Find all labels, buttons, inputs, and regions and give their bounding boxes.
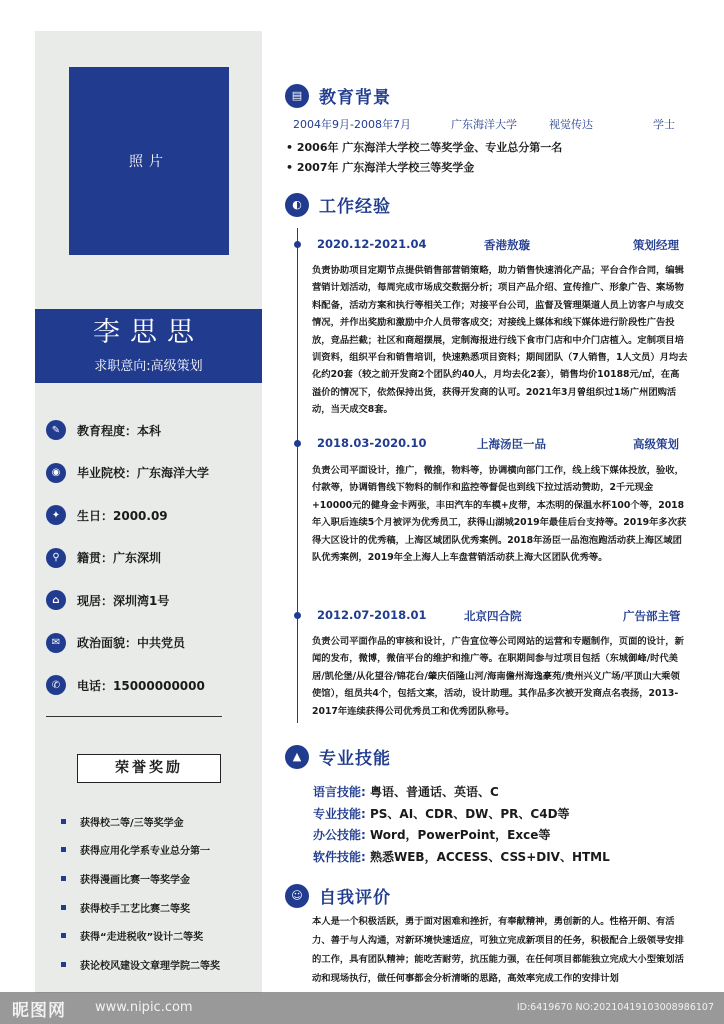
info-phone xyxy=(46,664,256,707)
info-school xyxy=(46,452,256,495)
mail-icon: ✉ xyxy=(46,633,66,653)
name-band xyxy=(35,309,262,383)
honor-title: 荣誉奖励 xyxy=(77,754,221,783)
skill-label: 办公技能: xyxy=(313,828,366,842)
skill-item xyxy=(313,782,610,804)
info-text: 毕业院校：广东海洋大学 xyxy=(77,466,210,481)
person-icon: ☺ xyxy=(285,884,309,908)
photo-placeholder xyxy=(69,67,229,255)
education-bullet: • 2007年 广东海洋大学校三等奖学金 xyxy=(286,161,475,174)
job-role: 高级策划 xyxy=(633,437,679,451)
info-birthday xyxy=(46,494,256,537)
education-section-head xyxy=(285,83,391,108)
square-bullet-icon xyxy=(61,819,66,824)
skill-label: 语言技能: xyxy=(313,785,366,799)
honor-text: 获得“走进税收”设计二等奖 xyxy=(80,932,204,944)
skill-item xyxy=(313,825,610,847)
job-period: 2018.03-2020.10 xyxy=(317,436,427,450)
honor-text: 获得应用化学系专业总分第一 xyxy=(80,846,210,858)
job-intent: 求职意向:高级策划 xyxy=(94,359,203,374)
education-school: 广东海洋大学 xyxy=(451,118,517,131)
timeline-dot-icon xyxy=(294,241,301,248)
watermark-bar xyxy=(0,992,724,1024)
briefcase-icon: ◐ xyxy=(285,193,309,217)
info-text: 生日：2000.09 xyxy=(77,508,168,523)
work-section-head xyxy=(285,192,391,217)
info-text: 政治面貌：中共党员 xyxy=(77,636,186,651)
square-bullet-icon xyxy=(61,962,66,967)
photo-label: 照片 xyxy=(129,154,169,170)
info-hometown xyxy=(46,537,256,580)
job-company: 香港敖璇 xyxy=(484,238,530,252)
sidebar xyxy=(35,31,262,993)
honor-text: 获得漫画比赛一等奖学金 xyxy=(80,874,190,886)
work-timeline xyxy=(297,228,298,723)
graduation-icon: ✎ xyxy=(46,420,66,440)
info-text: 现居：深圳湾1号 xyxy=(77,593,170,608)
honor-list xyxy=(61,807,261,979)
skill-value: Word，PowerPoint，Exce等 xyxy=(365,828,551,842)
skill-list xyxy=(313,782,610,868)
education-period: 2004年9月-2008年7月 xyxy=(293,118,411,131)
education-bullets xyxy=(286,138,562,178)
location-icon: ⚲ xyxy=(46,548,66,568)
watermark-url: www.nipic.com xyxy=(95,1000,193,1015)
home-icon: ⌂ xyxy=(46,590,66,610)
personal-info-list xyxy=(46,409,256,707)
skill-value: 熟悉WEB，ACCESS、CSS+DIV、HTML xyxy=(365,849,610,864)
square-bullet-icon xyxy=(61,933,66,938)
job-period: 2020.12-2021.04 xyxy=(317,237,427,251)
triangle-icon: ▲ xyxy=(285,745,309,769)
education-major: 视觉传达 xyxy=(549,118,593,131)
honor-text: 获得校手工艺比赛二等奖 xyxy=(80,903,190,915)
square-bullet-icon xyxy=(61,847,66,852)
square-bullet-icon xyxy=(61,876,66,881)
job-period: 2012.07-2018.01 xyxy=(317,608,427,622)
job-description: 负责协助项目定期节点提供销售部营销策略，助力销售快速消化产品；平台合作合同，编辑营销计划活动，每周完成市场成交数据分析；项目产品介绍、宣传推广、形象广告、案场物料配备，活动方案和执行等相关工作；对接平台公司，监督及管理渠道人员上访客户与成交情况，并作出奖励和激励中介人员带客成交；对接线上媒体和线下媒体进行阶段性广告投放，竞品拦截；社区和商超摆展，定制海报进行线下食市门店和中介门店植入。定制项目培训资料，组织平台和销售培训，快速熟悉项目资料；期间团队（7人销售，1人文员）月均去化约20套（较之前开发商2个团队约40人，月均去化2套），销售均价10188元/㎡，在高溢价的情况下，依然保持出货，获得开发商的认可。2021年3月曾组织过1场广州团购活动，当天成交8套。 xyxy=(312,265,688,416)
job-role: 策划经理 xyxy=(633,238,679,252)
skills-title: 专业技能 xyxy=(319,749,391,769)
honor-text: 获得校二等/三等奖学金 xyxy=(80,817,184,829)
square-bullet-icon xyxy=(61,905,66,910)
info-text: 教育程度：本科 xyxy=(77,423,162,438)
honor-text: 获论校风建设文章理学院二等奖 xyxy=(80,960,220,972)
honor-item xyxy=(61,864,261,893)
honor-item xyxy=(61,893,261,922)
honor-item xyxy=(61,807,261,836)
globe-icon: ◉ xyxy=(46,463,66,483)
skill-item xyxy=(313,804,610,826)
honor-item xyxy=(61,950,261,979)
candidate-name: 李思思 xyxy=(93,317,204,348)
phone-icon: ✆ xyxy=(46,675,66,695)
info-residence xyxy=(46,579,256,622)
watermark-logo: 昵图网 xyxy=(12,1001,66,1021)
self-eval-description: 本人是一个积极活跃，勇于面对困难和挫折，有奉献精神，勇创新的人。性格开朗、有活力、善于与人沟通，对新环境快速适应，可独立完成新项目的任务，积极配合上级领导安排的工作，具有团队精神；能吃苦耐劳，抗压能力强，在任何项目都能独立完成大小型策划活动和现场执行，做任何事都会分析清晰的思路，高效率完成工作的安排计划 xyxy=(312,916,684,984)
job-description: 负责公司平面作品的审核和设计，广告宣位等公司网站的运营和专题制作，页面的设计，新闻的发布，微博，微信平台的维护和推广等。在职期间参与过项目包括（东城御峰/时代美居/凯伦堡/从化望谷/锦花台/肇庆佰隆山河/海南儋州海逸豪苑/贵州兴义广场/平顶山大乘领使馆），组员共4个，包括文案，活动，设计助理。其作品多次被开发商点名表扬，2013-2017年连续获得公司优秀员工和优秀团队称号。 xyxy=(312,636,684,717)
education-bullet: • 2006年 广东海洋大学校二等奖学金、专业总分第一名 xyxy=(286,141,563,154)
skill-label: 专业技能: xyxy=(313,806,366,821)
education-title: 教育背景 xyxy=(319,88,391,108)
info-political-status xyxy=(46,622,256,665)
job-company: 北京四合院 xyxy=(464,609,522,623)
job-company: 上海汤臣一品 xyxy=(477,437,546,451)
education-degree: 学士 xyxy=(653,118,675,131)
skill-value: 粤语、普通话、英语、C xyxy=(365,785,499,799)
skill-value: PS、AI、CDR、DW、PR、C4D等 xyxy=(365,806,570,821)
birthday-icon: ✦ xyxy=(46,505,66,525)
job-description: 负责公司平面设计，推广，微推，物料等，协调横向部门工作，线上线下媒体投放，验收，付款等，协调销售线下物料的制作和监控等督促也到线下拉过活动赞助，2千元现金+10000元的健身金卡两张，丰田汽车的车模+皮带，本杰明的保温水杯100个等，2018年入职后连续5个月被评为优秀员工，获得山湖城2019年最佳后台支持等。2019年多次获得大区设计的优秀稿，上海区域团队优秀案例。2018年汤臣一品泡泡跑活动获上海区域团队优秀案例，2019年全上海人上车盘营销活动获上海大区团队优秀等。 xyxy=(312,465,687,564)
job-role: 广告部主管 xyxy=(623,609,681,623)
skills-section-head xyxy=(285,744,391,769)
self-eval-title: 自我评价 xyxy=(319,888,391,908)
document-icon: ▤ xyxy=(285,84,309,108)
sidebar-divider xyxy=(46,716,222,717)
honor-item xyxy=(61,921,261,950)
self-eval-section-head xyxy=(285,883,391,908)
work-title: 工作经验 xyxy=(319,197,391,217)
skill-item xyxy=(313,847,610,869)
info-education-level xyxy=(46,409,256,452)
honor-item xyxy=(61,836,261,865)
info-text: 籍贯：广东深圳 xyxy=(77,551,162,566)
timeline-dot-icon xyxy=(294,612,301,619)
info-text: 电话：15000000000 xyxy=(77,678,205,693)
watermark-id: ID:6419670 NO:20210419103008986107 xyxy=(516,1002,714,1013)
skill-label: 软件技能: xyxy=(313,849,366,864)
timeline-dot-icon xyxy=(294,440,301,447)
